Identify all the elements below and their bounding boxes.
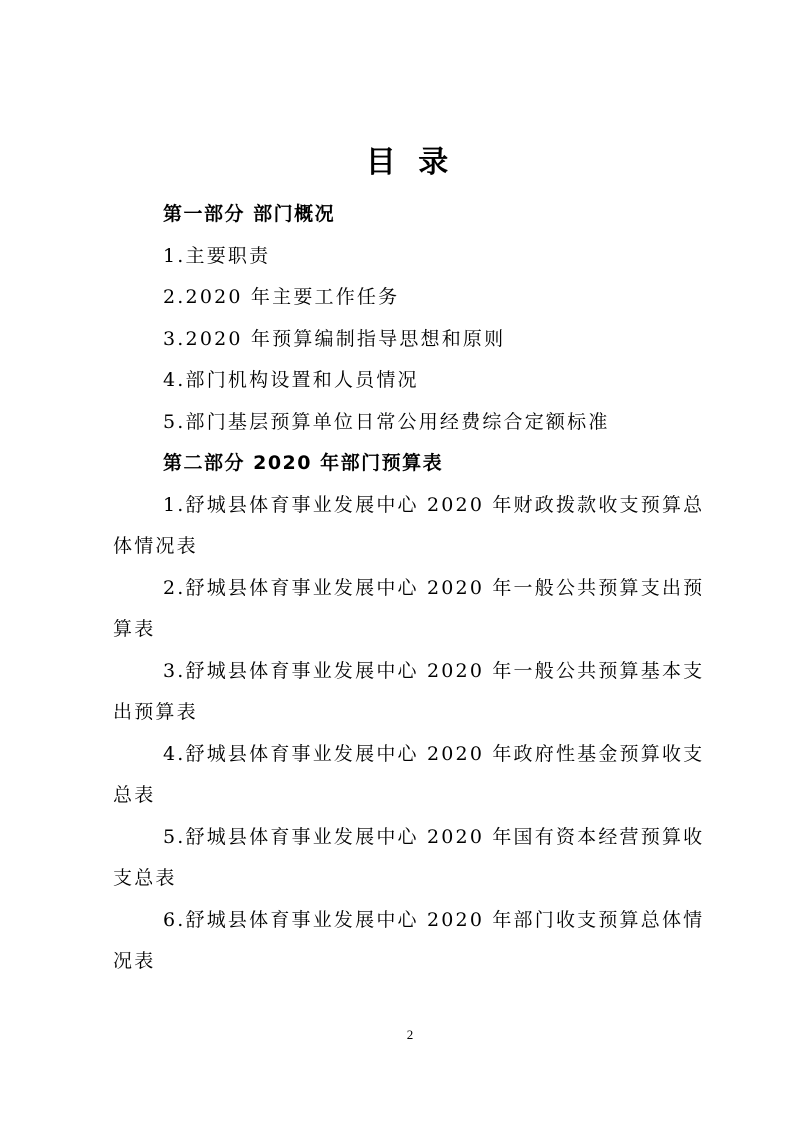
part2-item-1 bbox=[113, 485, 713, 568]
part2-item-5 bbox=[113, 817, 713, 900]
part2-item-1-line2: 体情况表 bbox=[113, 535, 198, 557]
page-number: 2 bbox=[406, 1027, 414, 1042]
part2-item-5-line1: 5.舒城县体育事业发展中心 2020 年国有资本经营预算收 bbox=[163, 825, 705, 848]
part1-item-3: 3.2020 年预算编制指导思想和原则 bbox=[163, 327, 506, 350]
part2-heading: 第二部分 2020 年部门预算表 bbox=[163, 452, 444, 474]
part1-item-1: 1.主要职责 bbox=[163, 244, 271, 267]
part2-item-4-line2: 总表 bbox=[113, 784, 156, 806]
part2-item-6-line1: 6.舒城县体育事业发展中心 2020 年部门收支预算总体情 bbox=[163, 908, 705, 931]
part1-heading: 第一部分 部门概况 bbox=[163, 203, 336, 225]
part2-item-4-line1: 4.舒城县体育事业发展中心 2020 年政府性基金预算收支 bbox=[163, 742, 705, 765]
part1-item-2: 2.2020 年主要工作任务 bbox=[163, 286, 400, 308]
part2-item-2 bbox=[113, 568, 713, 651]
part2-item-1-line1: 1.舒城县体育事业发展中心 2020 年财政拨款收支预算总 bbox=[163, 493, 705, 516]
part2-item-3-line2: 出预算表 bbox=[113, 701, 198, 723]
page-title: 目 录 bbox=[365, 145, 455, 180]
part2-item-2-line2: 算表 bbox=[113, 618, 156, 640]
part2-item-4 bbox=[113, 734, 713, 817]
part2-item-3-line1: 3.舒城县体育事业发展中心 2020 年一般公共预算基本支 bbox=[163, 659, 705, 682]
part2-item-6-line2: 况表 bbox=[113, 950, 156, 972]
part2-item-6 bbox=[113, 900, 713, 983]
part2-item-3 bbox=[113, 651, 713, 734]
part2-item-5-line2: 支总表 bbox=[113, 867, 177, 889]
part1-item-5: 5.部门基层预算单位日常公用经费综合定额标准 bbox=[163, 410, 610, 433]
part1-item-4: 4.部门机构设置和人员情况 bbox=[163, 369, 419, 391]
table-of-contents bbox=[113, 194, 713, 983]
part2-item-2-line1: 2.舒城县体育事业发展中心 2020 年一般公共预算支出预 bbox=[163, 576, 705, 599]
